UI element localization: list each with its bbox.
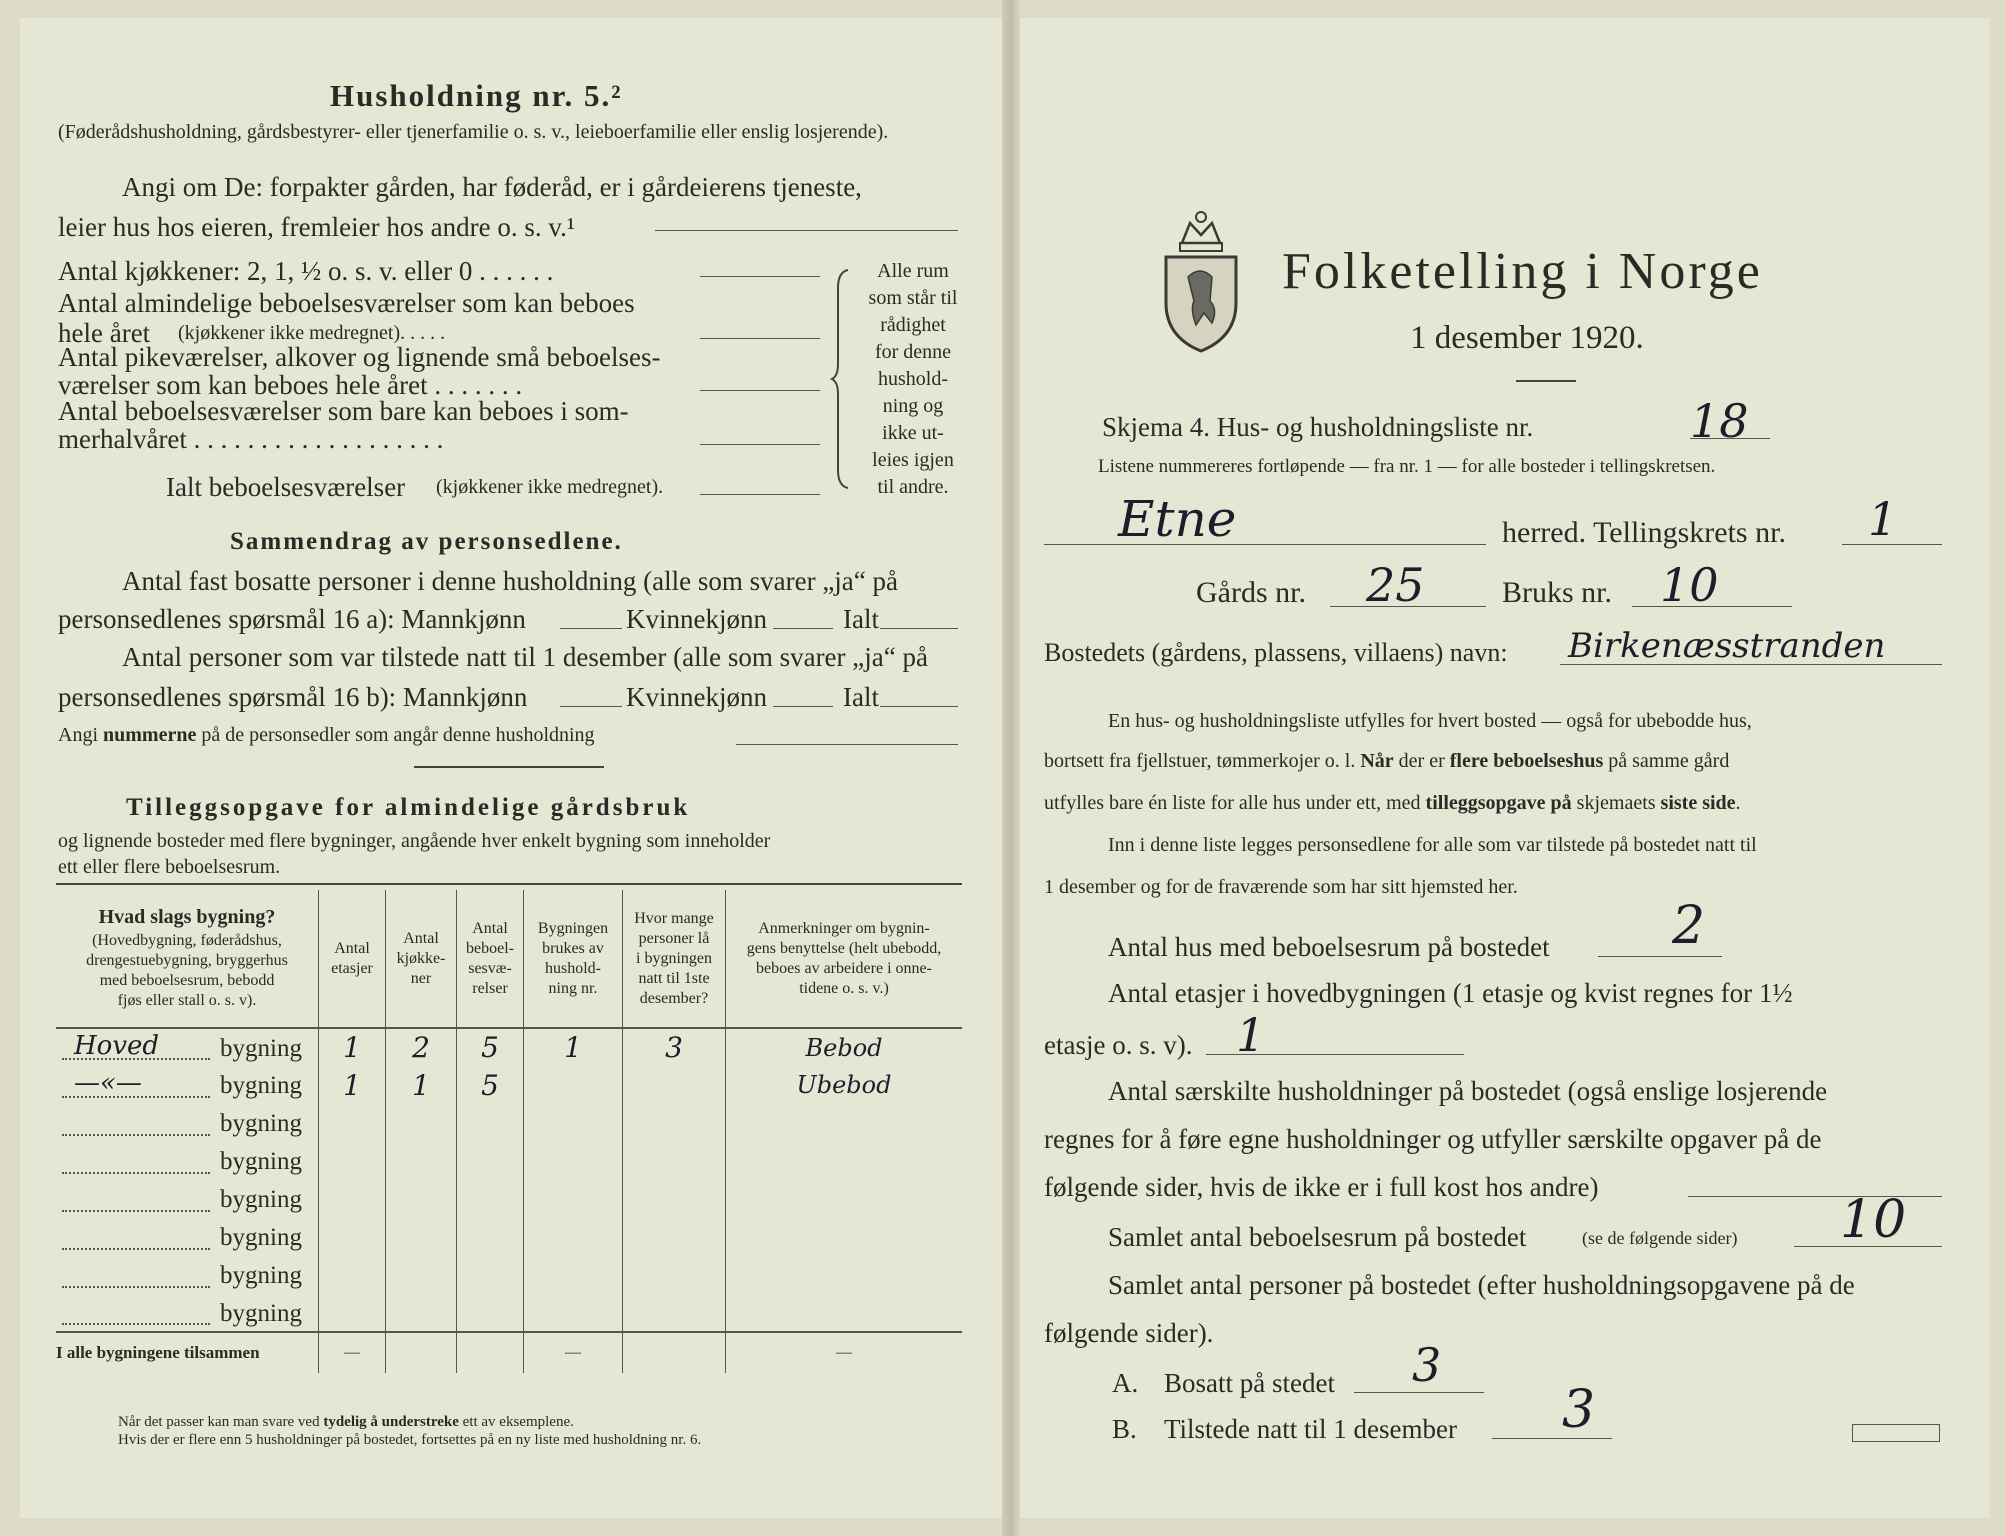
table-row — [56, 1218, 962, 1256]
a-label: A. — [1112, 1368, 1139, 1398]
angi-line-1: Angi om De: forpakter gården, har føderåd, er i gårdeierens tjeneste, — [122, 172, 862, 202]
rooms-summer-a: Antal beboelsesværelser som bare kan beboes i som- — [58, 396, 629, 426]
listene-note: Listene nummereres fortløpende — fra nr. 1 — for alle bosteder i tellingskretsen. — [1098, 456, 1716, 477]
header-line: beboel- — [466, 939, 514, 957]
building-type-line — [62, 1248, 210, 1250]
instr-line-3: utfylles bare én liste for alle hus under ett, med tilleggsopgave på skjemaets siste side. — [1044, 792, 1741, 814]
rom-answer: 10 — [1840, 1190, 1907, 1250]
cell-anm — [726, 1142, 963, 1180]
header-line: ner — [410, 969, 432, 987]
header-line: personer lå — [638, 929, 710, 947]
building-type-cell — [56, 1142, 319, 1180]
krets-nr-value: 1 — [1868, 492, 1898, 546]
building-type-cell — [56, 1066, 319, 1104]
cell-anm — [726, 1180, 963, 1218]
cell-husholdning — [524, 1180, 623, 1218]
header-line: hushold- — [545, 959, 601, 977]
cell-etasjer — [319, 1218, 386, 1256]
cell-etasjer — [319, 1256, 386, 1294]
bygning-label: bygning — [220, 1148, 302, 1175]
section-divider — [414, 766, 604, 768]
a-line — [1354, 1392, 1484, 1393]
brace-note-line: rådighet — [880, 314, 946, 336]
header-line: relser — [472, 979, 508, 997]
cell-vaerelser — [457, 1218, 524, 1256]
gards-nr-value: 25 — [1366, 558, 1425, 612]
cell-personer — [623, 1294, 726, 1332]
cell-kjokken — [386, 1294, 457, 1332]
bygning-label: bygning — [220, 1072, 302, 1099]
brace-note-line: ning og — [882, 395, 944, 417]
cell-husholdning: 1 — [524, 1028, 623, 1066]
cell-kjokken — [386, 1142, 457, 1180]
col-header-personer — [623, 890, 726, 1028]
b-value: 3 — [1562, 1380, 1596, 1440]
cell-etasjer — [319, 1142, 386, 1180]
rom-question-note: (se de følgende sider) — [1582, 1228, 1738, 1248]
col-header-type — [56, 890, 319, 1028]
brace-note-line: for denne — [874, 341, 952, 363]
household-title: Husholdning nr. 5.² — [330, 78, 623, 113]
bruks-label: Bruks nr. — [1502, 576, 1613, 609]
etasjer-answer: 1 — [1236, 1008, 1266, 1062]
total-cell: — — [726, 1332, 963, 1373]
hus-question: Antal hus med beboelsesrum på bostedet — [1108, 932, 1550, 962]
total-cell: — — [319, 1332, 386, 1373]
instr-line-4: Inn i denne liste legges personsedlene for alle som var tilstede på bostedet natt til — [1108, 834, 1757, 856]
instr-line-5: 1 desember og for de fraværende som har sitt hjemsted her. — [1044, 876, 1518, 898]
header-line: beboes av arbeidere i onne- — [756, 959, 932, 977]
building-type-line — [62, 1172, 210, 1174]
etasjer-question-1: Antal etasjer i hovedbygningen (1 etasje og kvist regnes for 1½ — [1108, 978, 1793, 1008]
kvinne-b-label: Kvinnekjønn — [626, 682, 767, 712]
mann-b-line — [560, 706, 622, 707]
brace-note-line: som står til — [868, 287, 958, 309]
building-type-line — [62, 1134, 210, 1136]
cell-anm — [726, 1218, 963, 1256]
hush-question-3: følgende sider, hvis de ikke er i full kost hos andre) — [1044, 1172, 1599, 1202]
total-cell — [386, 1332, 457, 1373]
instr-line-1: En hus- og husholdningsliste utfylles for hvert bosted — også for ubebodde hus, — [1108, 710, 1752, 732]
cell-vaerelser — [457, 1142, 524, 1180]
header-line: ning nr. — [548, 979, 598, 997]
header-line: Bygningen — [537, 919, 609, 937]
cell-etasjer: 1 — [319, 1028, 386, 1066]
header-line: (Hovedbygning, føderådshus, — [92, 931, 282, 949]
table-row — [56, 1104, 962, 1142]
table-row — [56, 1028, 962, 1066]
angi-line-2: leier hus hos eieren, fremleier hos andre o. s. v.¹ — [58, 212, 575, 242]
building-type-value: Hoved — [74, 1031, 160, 1061]
building-type-line — [62, 1096, 210, 1098]
cell-personer: 3 — [623, 1028, 726, 1066]
col-header-husholdning — [524, 890, 623, 1028]
census-date: 1 desember 1920. — [1410, 320, 1644, 356]
cell-anm — [726, 1104, 963, 1142]
bygning-label: bygning — [220, 1035, 302, 1062]
tillegg-title: Tilleggsopgave for almindelige gårdsbruk — [126, 794, 691, 821]
header-line: brukes av — [542, 939, 604, 957]
cell-personer — [623, 1142, 726, 1180]
cell-kjokken: 2 — [386, 1028, 457, 1066]
gards-label: Gårds nr. — [1196, 576, 1306, 609]
ialt-b-line — [880, 706, 958, 707]
mann-a-line — [560, 628, 622, 629]
cell-kjokken — [386, 1256, 457, 1294]
cell-kjokken: 1 — [386, 1066, 457, 1104]
table-top-rule-1 — [56, 883, 962, 885]
kvinne-a-line — [773, 628, 833, 629]
cell-husholdning — [524, 1104, 623, 1142]
instr-line-2: bortsett fra fjellstuer, tømmerkojer o. l. Når der er flere beboelseshus på samme gård — [1044, 750, 1730, 772]
brace-note-line: ikke ut- — [882, 422, 944, 444]
header-line: med beboelsesrum, bebodd — [99, 971, 275, 989]
header-line: i bygningen — [636, 949, 712, 967]
cell-husholdning — [524, 1256, 623, 1294]
header-line: fjøs eller stall o. s. v). — [117, 991, 257, 1009]
total-cell: — — [524, 1332, 623, 1373]
building-type-cell — [56, 1180, 319, 1218]
header-line: kjøkke- — [396, 949, 446, 967]
rooms-small-a: Antal pikeværelser, alkover og lignende små beboelses- — [58, 342, 661, 372]
bygning-label: bygning — [220, 1300, 302, 1327]
building-type-line — [62, 1323, 210, 1325]
ialt-a-line — [880, 628, 958, 629]
cell-etasjer: 1 — [319, 1066, 386, 1104]
bygning-label: bygning — [220, 1110, 302, 1137]
bosted-label: Bostedets (gårdens, plassens, villaens) navn: — [1044, 638, 1508, 667]
brace-mark — [830, 268, 854, 490]
etasjer-question-2: etasje o. s. v). — [1044, 1030, 1193, 1060]
building-type-cell — [56, 1256, 319, 1294]
col-header-vaerelser — [457, 890, 524, 1028]
tillegg-sub-1: og lignende bosteder med flere bygninger, angående hver enkelt bygning som inneholder — [58, 830, 771, 852]
rooms-small-line — [700, 390, 820, 391]
table-row — [56, 1180, 962, 1218]
rooms-total-note: (kjøkkener ikke medregnet). — [436, 476, 664, 498]
table-row — [56, 1066, 962, 1104]
building-type-line — [62, 1210, 210, 1212]
header-line: Antal — [334, 939, 370, 957]
household-subtitle: (Føderådshusholdning, gårdsbestyrer- eller tjenerfamilie o. s. v., leieboerfamilie eller enslig losjerende). — [58, 121, 889, 143]
total-cell — [457, 1332, 524, 1373]
col-header-etasjer — [319, 890, 386, 1028]
summary-title: Sammendrag av personsedlene. — [230, 528, 623, 555]
pers-question-1: Samlet antal personer på bostedet (efter husholdningsopgavene på de — [1108, 1270, 1855, 1300]
skjema-nr-value: 18 — [1690, 394, 1749, 448]
herred-value: Etne — [1118, 490, 1237, 548]
cell-personer — [623, 1180, 726, 1218]
page-fold — [1002, 0, 1020, 1536]
kvinne-a-label: Kvinnekjønn — [626, 604, 767, 634]
cell-etasjer — [319, 1104, 386, 1142]
cell-kjokken — [386, 1218, 457, 1256]
rooms-summer-b: merhalvåret . . . . . . . . . . . . . . . . . . . — [58, 424, 444, 454]
building-type-cell — [56, 1218, 319, 1256]
building-type-line — [62, 1058, 210, 1060]
header-line: natt til 1ste — [638, 969, 710, 987]
header-line: Hvor mange — [634, 909, 714, 927]
cell-personer — [623, 1256, 726, 1294]
building-type-cell — [56, 1294, 319, 1332]
cell-anm: Ubebod — [726, 1066, 963, 1104]
skjema-label: Skjema 4. Hus- og husholdningsliste nr. — [1102, 412, 1534, 442]
header-line: drengestuebygning, bryggerhus — [86, 951, 288, 969]
angi-nummer: Angi nummerne på de personsedler som angår denne husholdning — [58, 724, 595, 746]
pers-question-2: følgende sider). — [1044, 1318, 1214, 1348]
footnote-2: Hvis der er flere enn 5 husholdninger på bostedet, fortsettes på en ny liste med husholdning nr. 6. — [118, 1432, 702, 1448]
hus-answer-line — [1598, 956, 1722, 957]
header-line: Anmerkninger om bygnin- — [758, 919, 930, 937]
building-type-cell — [56, 1104, 319, 1142]
cell-anm — [726, 1294, 963, 1332]
header-line: gens benyttelse (helt ubebodd, — [746, 939, 942, 957]
hush-question-2: regnes for å føre egne husholdninger og utfyller særskilte opgaver på de — [1044, 1124, 1822, 1154]
rooms-total: Ialt beboelsesværelser — [166, 472, 406, 502]
census-title: Folketelling i Norge — [1282, 243, 1763, 300]
cell-kjokken — [386, 1180, 457, 1218]
building-type-value: —«— — [74, 1068, 142, 1098]
tillegg-sub-2: ett eller flere beboelsesrum. — [58, 856, 281, 878]
cell-etasjer — [319, 1180, 386, 1218]
brace-note-line: Alle rum — [877, 260, 949, 282]
rooms-regular-c: (kjøkkener ikke medregnet). . . . . — [178, 322, 446, 344]
brace-note-line: hushold- — [878, 368, 948, 390]
cell-vaerelser — [457, 1294, 524, 1332]
total-cell — [623, 1332, 726, 1373]
header-line: Hvad slags bygning? — [98, 905, 276, 928]
cell-personer — [623, 1104, 726, 1142]
hus-answer: 2 — [1672, 896, 1706, 956]
header-line: sesvæ- — [468, 959, 512, 977]
table-row — [56, 1294, 962, 1332]
ialt-b-label: Ialt — [843, 682, 879, 712]
summary-line-3: Antal personer som var tilstede natt til 1 desember (alle som svarer „ja“ på — [122, 642, 928, 672]
summary-line-1: Antal fast bosatte personer i denne husholdning (alle som svarer „ja“ på — [122, 566, 898, 596]
cell-vaerelser — [457, 1180, 524, 1218]
cell-personer — [623, 1066, 726, 1104]
bygning-label: bygning — [220, 1224, 302, 1251]
cell-personer — [623, 1218, 726, 1256]
rooms-small-b: værelser som kan beboes hele året . . . . . . . — [58, 370, 523, 400]
col-header-anmerkninger — [726, 890, 963, 1028]
a-text: Bosatt på stedet — [1164, 1368, 1335, 1398]
brace-note — [858, 258, 968, 501]
col-header-kjokken — [386, 890, 457, 1028]
table-row — [56, 1256, 962, 1294]
bygning-label: bygning — [220, 1186, 302, 1213]
header-line: desember? — [639, 989, 709, 1007]
building-type-line — [62, 1286, 210, 1288]
summary-line-2: personsedlenes spørsmål 16 a): Mannkjønn — [58, 604, 526, 634]
kvinne-b-line — [773, 706, 833, 707]
header-line: etasjer — [331, 959, 373, 977]
rooms-summer-line — [700, 444, 820, 445]
cell-anm — [726, 1256, 963, 1294]
bruks-nr-value: 10 — [1660, 558, 1719, 612]
b-label: B. — [1112, 1414, 1137, 1444]
rooms-regular-a: Antal almindelige beboelsesværelser som kan beboes — [58, 288, 635, 318]
table-row — [56, 1142, 962, 1180]
rooms-kitchens: Antal kjøkkener: 2, 1, ½ o. s. v. eller 0 . . . . . . — [58, 256, 554, 286]
cell-vaerelser: 5 — [457, 1028, 524, 1066]
cell-vaerelser — [457, 1104, 524, 1142]
title-divider — [1516, 380, 1576, 382]
cell-husholdning — [524, 1066, 623, 1104]
b-text: Tilstede natt til 1 desember — [1164, 1414, 1457, 1444]
cell-kjokken — [386, 1104, 457, 1142]
header-line: Antal — [472, 919, 508, 937]
cell-husholdning — [524, 1294, 623, 1332]
a-value: 3 — [1412, 1338, 1442, 1392]
angi-answer-line — [655, 230, 958, 231]
angi-nummer-line — [736, 744, 958, 745]
building-table — [56, 890, 962, 1373]
ialt-a-label: Ialt — [843, 604, 879, 634]
cell-husholdning — [524, 1142, 623, 1180]
cell-vaerelser — [457, 1256, 524, 1294]
rooms-regular-line — [700, 338, 820, 339]
brace-note-line: til andre. — [877, 476, 949, 498]
building-type-cell — [56, 1028, 319, 1066]
rooms-kitchens-line — [700, 276, 820, 277]
brace-note-line: leies igjen — [872, 449, 954, 471]
cell-anm: Bebod — [726, 1028, 963, 1066]
header-line: Antal — [403, 929, 439, 947]
footnote-1: Når det passer kan man svare ved tydelig å understreke ett av eksemplene. — [118, 1414, 574, 1430]
table-total-row — [56, 1332, 962, 1373]
building-table-header — [56, 890, 962, 1028]
rooms-total-line — [700, 494, 820, 495]
cell-etasjer — [319, 1294, 386, 1332]
summary-line-4: personsedlenes spørsmål 16 b): Mannkjønn — [58, 682, 528, 712]
rooms-regular-b: hele året — [58, 318, 151, 348]
bosted-value: Birkenæsstranden — [1568, 626, 1886, 666]
header-line: tidene o. s. v.) — [799, 979, 889, 997]
hush-question-1: Antal særskilte husholdninger på bostedet (også enslige losjerende — [1108, 1076, 1828, 1106]
bygning-label: bygning — [220, 1262, 302, 1289]
rom-question: Samlet antal beboelsesrum på bostedet — [1108, 1222, 1527, 1252]
herred-line — [1044, 544, 1486, 545]
total-label: I alle bygningene tilsammen — [56, 1332, 319, 1373]
cell-vaerelser: 5 — [457, 1066, 524, 1104]
coat-of-arms-icon — [1160, 205, 1242, 355]
cell-husholdning — [524, 1218, 623, 1256]
printer-stamp — [1852, 1424, 1940, 1442]
herred-label: herred. Tellingskrets nr. — [1502, 516, 1786, 549]
